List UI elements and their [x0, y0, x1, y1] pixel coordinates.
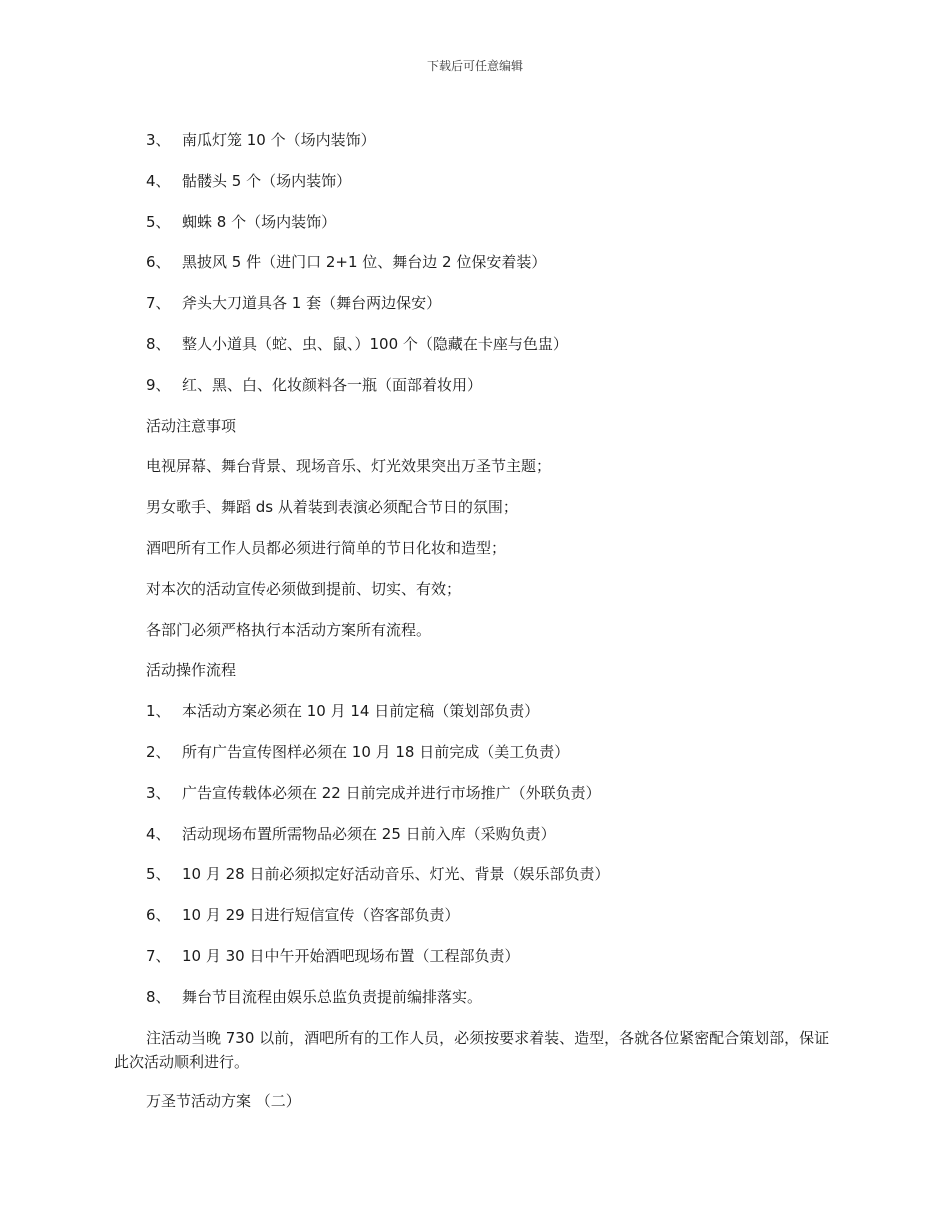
process-step-text: 活动现场布置所需物品必须在 25 日前入库（采购负责）: [182, 824, 556, 843]
note-line: 对本次的活动宣传必须做到提前、切实、有效；: [146, 579, 462, 598]
list-item-text: 南瓜灯笼 10 个（场内装饰）: [182, 131, 376, 149]
list-item-text: 整人小道具（蛇、虫、鼠、）100 个（隐藏在卡座与色盅）: [182, 334, 568, 353]
list-item: [114, 250, 836, 275]
section-title: 万圣节活动方案 （二）: [146, 1091, 301, 1110]
document-body: [114, 128, 836, 1129]
process-heading: 活动操作流程: [146, 661, 237, 680]
page-header: 下载后可任意编辑: [426, 59, 523, 73]
process-step-text: 所有广告宣传图样必须在 10 月 18 日前完成（美工负责）: [182, 742, 570, 761]
process-step-number: 1、: [146, 702, 171, 721]
process-step-number: 3、: [146, 783, 171, 802]
list-item-number: 8、: [146, 334, 171, 353]
process-step-text: 广告宣传载体必须在 22 日前完成并进行市场推广（外联负责）: [182, 783, 601, 802]
process-step-number: 5、: [146, 865, 171, 884]
process-step: [114, 822, 836, 847]
note-line: 酒吧所有工作人员都必须进行简单的节日化妆和造型；: [146, 538, 507, 557]
list-item: [114, 332, 836, 357]
process-step: [114, 985, 836, 1010]
list-item-text: 红、黑、白、化妆颜料各一瓶（面部着妆用）: [182, 375, 483, 394]
note-line: 男女歌手、舞蹈 ds 从着装到表演必须配合节日的氛围；: [146, 498, 518, 517]
notes-heading: 活动注意事项: [146, 416, 237, 435]
process-step: [114, 903, 836, 928]
process-step-number: 2、: [146, 742, 171, 761]
list-item-number: 5、: [146, 212, 171, 231]
list-item: [114, 373, 836, 398]
list-item-number: 9、: [146, 375, 171, 394]
list-item-text: 骷髅头 5 个（场内装饰）: [182, 171, 352, 190]
list-item-number: 7、: [146, 294, 171, 313]
list-item: [114, 169, 836, 194]
process-step-text: 本活动方案必须在 10 月 14 日前定稿（策划部负责）: [182, 702, 540, 721]
list-item-number: 3、: [146, 131, 171, 149]
note-paragraph: 注活动当晚 730 以前，酒吧所有的工作人员，必须按要求着装、造型，各就各位紧密配合策划部，保证此次活动顺利进行。: [114, 1028, 830, 1071]
list-item: [114, 291, 836, 316]
list-item-number: 6、: [146, 253, 171, 272]
process-step: [114, 699, 836, 724]
list-item: [114, 128, 836, 153]
list-item-number: 4、: [146, 171, 171, 190]
process-step-number: 6、: [146, 906, 171, 925]
process-step-text: 10 月 28 日前必须拟定好活动音乐、灯光、背景（娱乐部负责）: [182, 865, 610, 884]
process-step-number: 4、: [146, 824, 171, 843]
list-item-text: 黑披风 5 件（进门口 2+1 位、舞台边 2 位保安着装）: [182, 253, 547, 272]
process-step: [114, 781, 836, 806]
list-item-text: 蜘蛛 8 个（场内装饰）: [182, 212, 337, 231]
process-step: [114, 740, 836, 765]
process-step: [114, 862, 836, 887]
process-step-number: 8、: [146, 987, 171, 1006]
list-item: [114, 210, 836, 235]
note-line: 各部门必须严格执行本活动方案所有流程。: [146, 620, 432, 639]
process-step-text: 10 月 30 日中午开始酒吧现场布置（工程部负责）: [182, 946, 520, 965]
note-line: 电视屏幕、舞台背景、现场音乐、灯光效果突出万圣节主题；: [146, 457, 552, 476]
list-item-text: 斧头大刀道具各 1 套（舞台两边保安）: [182, 294, 442, 313]
process-step: [114, 944, 836, 969]
process-step-text: 10 月 29 日进行短信宣传（咨客部负责）: [182, 906, 460, 925]
process-step-text: 舞台节目流程由娱乐总监负责提前编排落实。: [182, 987, 483, 1006]
process-step-number: 7、: [146, 946, 171, 965]
